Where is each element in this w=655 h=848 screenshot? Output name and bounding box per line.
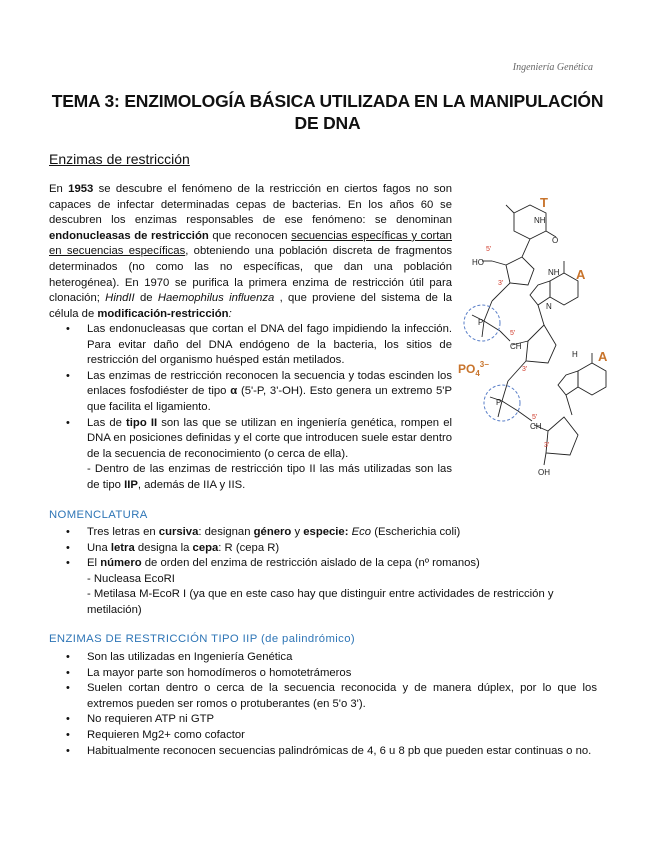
- restriction-bullets: [87, 322, 452, 494]
- nomenclatura-heading: NOMENCLATURA: [49, 509, 148, 521]
- list-item: • Son las utilizadas en Ingeniería Genética: [87, 650, 597, 666]
- label-p-2: P: [496, 398, 502, 407]
- label-3prime-3: 3': [544, 442, 550, 449]
- sugar-ring-2: [526, 325, 556, 363]
- nomenclatura-list: [87, 525, 597, 619]
- page-title: [40, 90, 615, 134]
- list-item: • Una letra designa la cepa: R (cepa R): [87, 541, 597, 557]
- label-5prime-2: 5': [510, 330, 516, 337]
- label-ch2-2: CH: [530, 422, 542, 431]
- list-item: • Habitualmente reconocen secuencias palindrómicas de 4, 6 u 8 pb que pueden estar continuas o no.: [87, 744, 597, 760]
- list-item: • El número de orden del enzima de restricción aislado de la cepa (nº romanos) - Nucleasa EcoRI - Metilasa M-EcoR I (ya que en este caso hay que distinguir entre actividades de restricción y metilación): [87, 556, 597, 618]
- label-5prime-3: 5': [532, 414, 538, 421]
- adenine-ring-2: [578, 363, 606, 395]
- label-ho: HO: [472, 258, 484, 267]
- label-h2n: H: [572, 350, 578, 359]
- tipo-iip-list: [87, 650, 597, 759]
- dna-structure-figure: [452, 185, 632, 485]
- list-item: • Las enzimas de restricción reconocen la secuencia y todas escinden los enlaces fosfodiéster de tipo α (5'-P, 3'-OH). Esto genera un extremo 5'P que facilita el ligamiento.: [87, 369, 452, 416]
- list-item: • La mayor parte son homodímeros o homotetrámeros: [87, 666, 597, 682]
- label-nh2: NH: [548, 268, 560, 277]
- label-3prime-2: 3': [522, 366, 528, 373]
- label-5prime-1: 5': [486, 246, 492, 253]
- list-item: • Requieren Mg2+ como cofactor: [87, 728, 597, 744]
- section-title: Enzimas de restricción: [49, 151, 190, 167]
- label-n: N: [546, 302, 552, 311]
- list-item: • Las de tipo II son las que se utilizan en ingeniería genética, rompen el DNA en posiciones definidas y el corte que introducen suele estar dentro de la secuencia de reconocimiento (o cerca de ella). - Dentro de las enzimas de restricción tipo II las más utilizadas son las de tipo IIP, además de IIA y IIS.: [87, 416, 452, 494]
- label-ch2-1: CH: [510, 342, 522, 351]
- list-item: • Suelen cortan dentro o cerca de la secuencia reconocida y de manera dúplex, por lo que los extremos pueden ser romos o protuberantes (en 5'o 3').: [87, 681, 597, 712]
- title-line-1: TEMA 3: ENZIMOLOGÍA BÁSICA UTILIZADA EN LA MANIPULACIÓN: [51, 91, 604, 111]
- list-item: • Las endonucleasas que cortan el DNA del fago impidiendo la infección. Para evitar daño del DNA endógeno de la bacteria, los sitios de restricción del organismo huésped están metilados.: [87, 322, 452, 369]
- tipo-iip-heading: ENZIMAS DE RESTRICCIÓN TIPO IIP (de palindrómico): [49, 633, 356, 645]
- adenine-ring-1: [550, 273, 578, 305]
- title-line-2: DE DNA: [294, 113, 361, 133]
- header-note: Ingeniería Genética: [512, 62, 593, 73]
- sugar-ring-3: [546, 417, 578, 455]
- sugar-ring-1: [506, 257, 534, 285]
- label-o: O: [552, 236, 559, 245]
- base-label-a-1: A: [576, 267, 586, 282]
- list-item: • No requieren ATP ni GTP: [87, 712, 597, 728]
- intro-paragraph: En 1953 se descubre el fenómeno de la restricción en ciertos fagos no son capaces de infectar determinadas cepas de bacterias. En los años 60 se descubren los enzimas responsables de ese fenómeno: se denominan endonucleasas de restricción que reconocen secuencias específicas y cortan en secuencias específicas, obteniendo una población discreta de fragmentos determinados (no como las no específicas, que dan una población heterogénea). En 1970 se purifica la primera enzima de restricción útil para clonación; HindII de Haemophilus influenza , que proviene del sistema de la célula de modificación-restricción:: [49, 183, 453, 320]
- label-3prime-1: 3': [498, 280, 504, 287]
- po4-label: $PO_4^{3-}$: [458, 360, 489, 378]
- base-label-a-2: A: [598, 349, 608, 364]
- label-p-1: P: [478, 318, 484, 327]
- base-label-t: T: [540, 195, 548, 210]
- list-item: • Tres letras en cursiva: designan género y especie: Eco (Escherichia coli): [87, 525, 597, 541]
- phosphate-highlight-2: [484, 385, 520, 421]
- label-nh: NH: [534, 216, 546, 225]
- label-oh: OH: [538, 468, 550, 477]
